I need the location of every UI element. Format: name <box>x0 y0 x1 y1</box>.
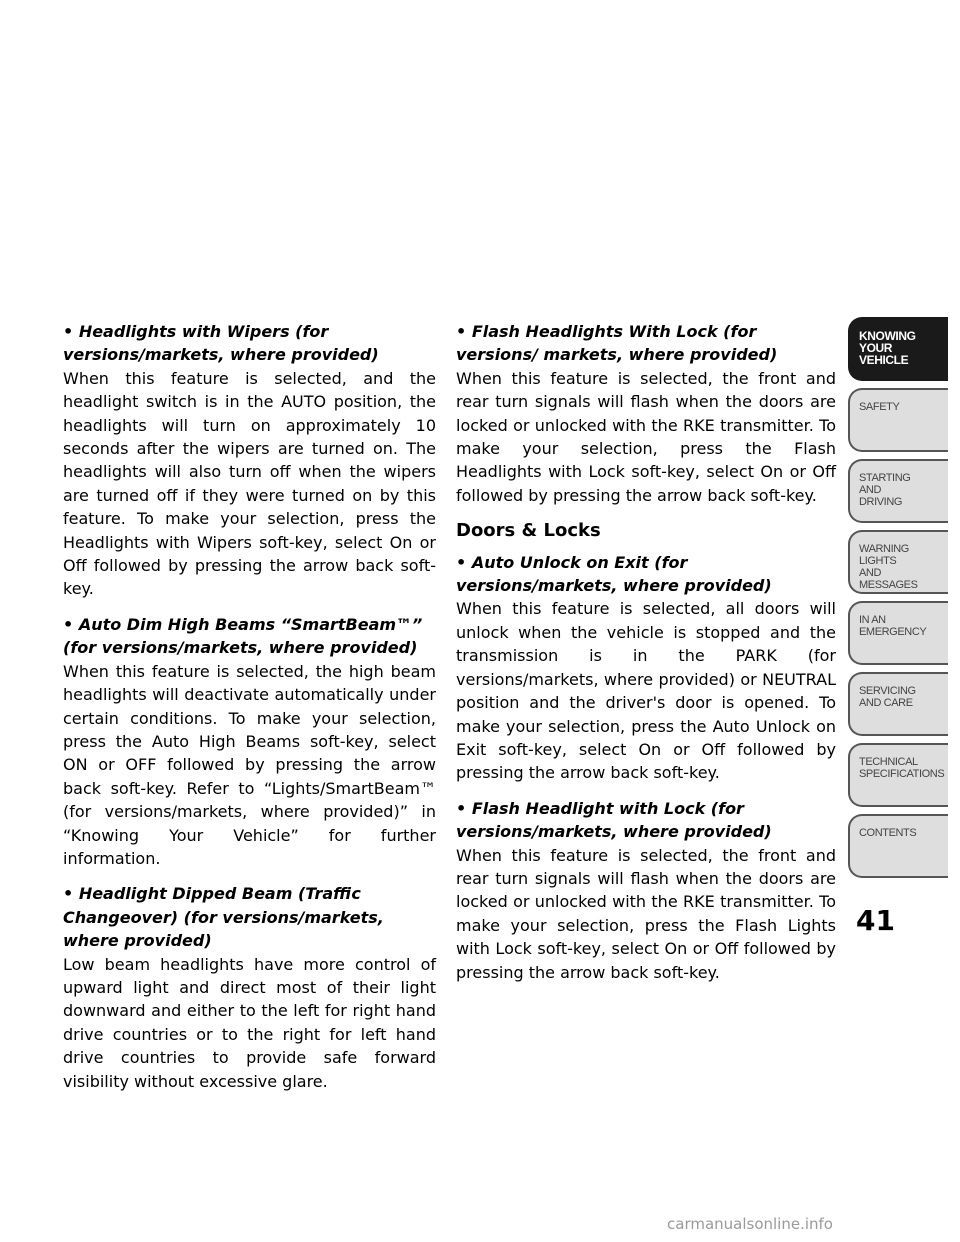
bullet-glyph: • <box>63 322 74 341</box>
section-tabs <box>848 317 948 885</box>
bullet-glyph: • <box>456 322 467 341</box>
feature-title: • Headlights with Wipers (for versions/markets, where provided) <box>63 322 379 365</box>
feature-title: • Headlight Dipped Beam (Traffic Changeover) (for versions/markets, where provided) <box>63 884 384 951</box>
watermark: carmanualsonline.info <box>667 1215 833 1233</box>
bullet-glyph: • <box>63 614 74 634</box>
feature-description: When this feature is selected, the high beam headlights will deactivate automatically under certain conditions. To make your selection, press the Auto High Beams soft-key, select ON or OFF followed by pressing the arrow back soft-key. Refer to “Lights/SmartBeam™ (for versions/markets, where provided)” in “Knowing Your Vehicle” for further information. <box>63 661 436 868</box>
feature-description: When this feature is selected, the front and rear turn signals will flash when the doors are locked or unlocked with the RKE transmitter. To make your selection, press the Flash Headlights with Lock soft-key, select On or Off followed by pressing the arrow back soft-key. <box>456 368 836 505</box>
tab-starting-and-driving[interactable]: STARTING AND DRIVING <box>848 459 948 523</box>
feature-description: When this feature is selected, and the headlight switch is in the AUTO position, the headlights will turn on approximately 10 seconds after the wipers are turned on. The headlights will also turn off when the wipers are turned off if they were turned on by this feature. To make your selection, press the Headlights with Wipers soft-key, select On or Off followed by pressing the arrow back soft-key. <box>63 368 436 599</box>
tab-contents[interactable]: CONTENTS <box>848 814 948 878</box>
feature-title: • Flash Headlights With Lock (for versions/ markets, where provided) <box>456 322 778 365</box>
feature-title: • Flash Headlight with Lock (for versions/markets, where provided) <box>456 798 772 842</box>
page-number: 41 <box>856 904 895 937</box>
bullet-glyph: • <box>63 884 74 904</box>
tab-technical-specifications[interactable]: TECHNICAL SPECIFICATIONS <box>848 743 948 807</box>
section-heading: Doors & Locks <box>456 520 601 542</box>
left-column <box>63 320 436 1105</box>
feature-item <box>63 320 436 601</box>
tab-safety[interactable]: SAFETY <box>848 388 948 452</box>
tab-in-an-emergency[interactable]: IN AN EMERGENCY <box>848 601 948 665</box>
feature-item <box>456 551 836 785</box>
tab-warning-lights-and-messages[interactable]: WARNING LIGHTS AND MESSAGES <box>848 530 948 594</box>
feature-item <box>456 320 836 507</box>
feature-item <box>456 797 836 984</box>
tab-knowing-your-vehicle[interactable]: KNOWING YOUR VEHICLE <box>848 317 948 381</box>
feature-title: • Auto Unlock on Exit (for versions/markets, where provided) <box>456 552 772 596</box>
bullet-glyph: • <box>456 552 467 572</box>
feature-item <box>63 882 436 1093</box>
feature-description: When this feature is selected, the front and rear turn signals will flash when the doors are locked or unlocked with the RKE transmitter. To make your selection, press the Flash Lights with Lock soft-key, select On or Off followed by pressing the arrow back soft-key. <box>456 845 836 982</box>
feature-title: • Auto Dim High Beams “SmartBeam™” (for versions/markets, where provided) <box>63 614 423 658</box>
feature-description: Low beam headlights have more control of upward light and direct most of their light downward and either to the left for right hand drive countries or to the right for left hand drive countries to provide safe forward visibility without excessive glare. <box>63 954 436 1091</box>
feature-description: When this feature is selected, all doors will unlock when the vehicle is stopped and the transmission is in the PARK (for versions/markets, where provided) or NEUTRAL position and the driver's door is opened. To make your selection, press the Auto Unlock on Exit soft-key, select On or Off followed by pressing the arrow back soft-key. <box>456 599 836 783</box>
feature-item <box>63 613 436 870</box>
tab-servicing-and-care[interactable]: SERVICING AND CARE <box>848 672 948 736</box>
bullet-glyph: • <box>456 798 467 818</box>
right-column <box>456 320 836 996</box>
